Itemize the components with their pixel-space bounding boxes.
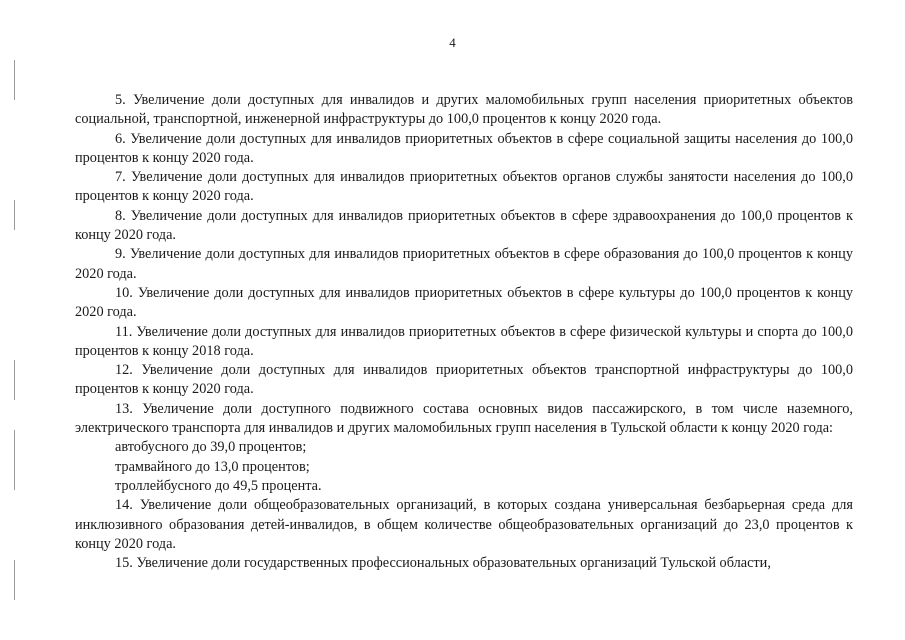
- list-item-trolleybus: троллейбусного до 49,5 процента.: [115, 477, 322, 494]
- paragraph-5: 5. Увеличение доли доступных для инвалидов и других маломобильных групп населения приоритетных объектов социальной, транспортной, инженерной инфраструктуры до 100,0 процентов к концу 2020 года.: [75, 92, 853, 128]
- list-item-tram: трамвайного до 13,0 процентов;: [115, 458, 310, 475]
- paragraph-10: 10. Увеличение доли доступных для инвалидов приоритетных объектов в сфере культуры до 100,0 процентов к концу 2020 года.: [75, 284, 853, 321]
- paragraph-14: 14. Увеличение доли общеобразовательных организаций, в которых создана универсальная безбарьерная среда для инклюзивного образования детей-инвалидов, в общем количестве общеобразовательных организаций до 23,0 процентов к концу 2020 года.: [75, 497, 853, 552]
- paragraph-6: 6. Увеличение доли доступных для инвалидов приоритетных объектов в сфере социальной защиты населения до 100,0 процентов к концу 2020 года.: [75, 130, 853, 166]
- paragraph-11: 11. Увеличение доли доступных для инвалидов приоритетных объектов в сфере физической культуры и спорта до 100,0 процентов к концу 2018 года.: [75, 323, 853, 359]
- list-item-bus: автобусного до 39,0 процентов;: [115, 439, 307, 456]
- paragraph-15: 15. Увеличение доли государственных профессиональных образовательных организаций Тульской области,: [115, 555, 771, 572]
- paragraph-13: 13. Увеличение доли доступного подвижного состава основных видов пассажирского, в том числе наземного, электрического транспорта для инвалидов и других маломобильных групп населения в Тульской области к концу 2020 года:: [75, 400, 853, 437]
- scan-mark: [14, 360, 15, 400]
- scan-mark: [14, 200, 15, 230]
- scan-mark: [14, 560, 15, 600]
- paragraph-8: 8. Увеличение доли доступных для инвалидов приоритетных объектов в сфере здравоохранения до 100,0 процентов к концу 2020 года.: [75, 207, 853, 244]
- paragraph-9: 9. Увеличение доли доступных для инвалидов приоритетных объектов в сфере образования до 100,0 процентов к концу 2020 года.: [75, 246, 853, 282]
- paragraph-12: 12. Увеличение доли доступных для инвалидов приоритетных объектов транспортной инфраструктуры до 100,0 процентов к концу 2020 года.: [75, 362, 853, 398]
- paragraph-7: 7. Увеличение доли доступных для инвалидов приоритетных объектов органов службы занятости населения до 100,0 процентов к концу 2020 года.: [75, 169, 853, 205]
- scan-mark: [14, 430, 15, 490]
- page-number: 4: [449, 35, 456, 50]
- document-body: [75, 91, 853, 573]
- scan-mark: [14, 60, 15, 100]
